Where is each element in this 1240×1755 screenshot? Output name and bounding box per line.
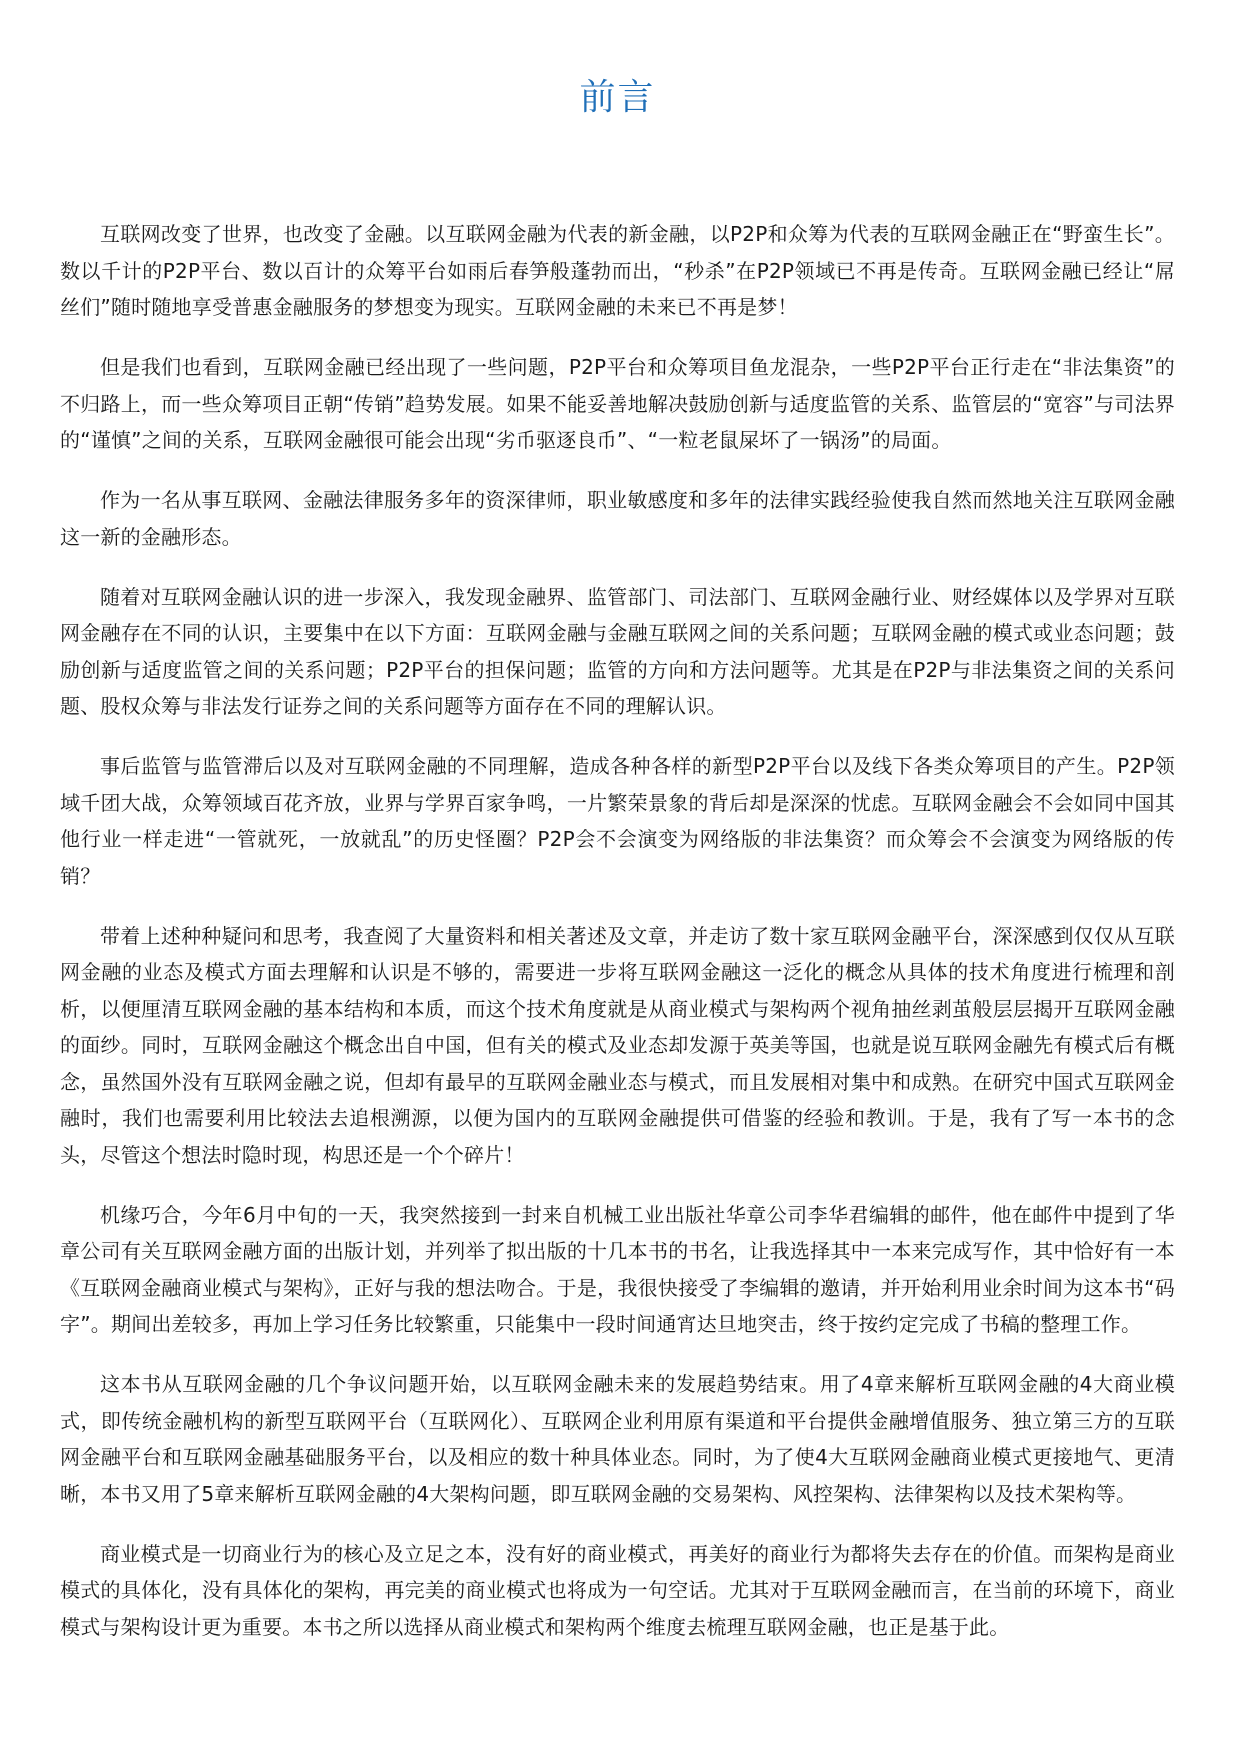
page-title: 前言 xyxy=(579,77,656,118)
paragraph: 互联网改变了世界，也改变了金融。以互联网金融为代表的新金融，以P2P和众筹为代表的互联网金融正在“野蛮生长”。数以千计的P2P平台、数以百计的众筹平台如雨后春笋般蓬勃而出，“秒杀”在P2P领域已不再是传奇。互联网金融已经让“屌丝们”随时随地享受普惠金融服务的梦想变为现实。互联网金融的未来已不再是梦！ xyxy=(60,222,1175,319)
preface-body xyxy=(60,216,1175,1645)
paragraph: 商业模式是一切商业行为的核心及立足之本，没有好的商业模式，再美好的商业行为都将失去存在的价值。而架构是商业模式的具体化，没有具体化的架构，再完美的商业模式也将成为一句空话。尤其对于互联网金融而言，在当前的环境下，商业模式与架构设计更为重要。本书之所以选择从商业模式和架构两个维度去梳理互联网金融，也正是基于此。 xyxy=(60,1541,1175,1639)
paragraph: 但是我们也看到，互联网金融已经出现了一些问题，P2P平台和众筹项目鱼龙混杂，一些P2P平台正行走在“非法集资”的不归路上，而一些众筹项目正朝“传销”趋势发展。如果不能妥善地解决鼓励创新与适度监管的关系、监管层的“宽容”与司法界的“谨慎”之间的关系，互联网金融很可能会出现“劣币驱逐良币”、“一粒老鼠屎坏了一锅汤”的局面。 xyxy=(60,355,1175,452)
paragraph: 带着上述种种疑问和思考，我查阅了大量资料和相关著述及文章，并走访了数十家互联网金融平台，深深感到仅仅从互联网金融的业态及模式方面去理解和认识是不够的，需要进一步将互联网金融这一泛化的概念从具体的技术角度进行梳理和剖析，以便厘清互联网金融的基本结构和本质，而这个技术角度就是从商业模式与架构两个视角抽丝剥茧般层层揭开互联网金融的面纱。同时，互联网金融这个概念出自中国，但有关的模式及业态却发源于英美等国，也就是说互联网金融先有模式后有概念，虽然国外没有互联网金融之说，但却有最早的互联网金融业态与模式，而且发展相对集中和成熟。在研究中国式互联网金融时，我们也需要利用比较法去追根溯源，以便为国内的互联网金融提供可借鉴的经验和教训。于是，我有了写一本书的念头，尽管这个想法时隐时现，构思还是一个个碎片！ xyxy=(60,923,1175,1167)
paragraph: 作为一名从事互联网、金融法律服务多年的资深律师，职业敏感度和多年的法律实践经验使我自然而然地关注互联网金融这一新的金融形态。 xyxy=(60,488,1175,549)
paragraph: 机缘巧合，今年6月中旬的一天，我突然接到一封来自机械工业出版社华章公司李华君编辑的邮件，他在邮件中提到了华章公司有关互联网金融方面的出版计划，并列举了拟出版的十几本书的书名，让我选择其中一本来完成写作，其中恰好有一本《互联网金融商业模式与架构》，正好与我的想法吻合。于是，我很快接受了李编辑的邀请，并开始利用业余时间为这本书“码字”。期间出差较多，再加上学习任务比较繁重，只能集中一段时间通宵达旦地突击，终于按约定完成了书稿的整理工作。 xyxy=(60,1202,1175,1336)
paragraph: 事后监管与监管滞后以及对互联网金融的不同理解，造成各种各样的新型P2P平台以及线下各类众筹项目的产生。P2P领域千团大战，众筹领域百花齐放，业界与学界百家争鸣，一片繁荣景象的背后却是深深的忧虑。互联网金融会不会如同中国其他行业一样走进“一管就死，一放就乱”的历史怪圈？P2P会不会演变为网络版的非法集资？而众筹会不会演变为网络版的传销？ xyxy=(60,754,1175,888)
paragraph: 这本书从互联网金融的几个争议问题开始，以互联网金融未来的发展趋势结束。用了4章来解析互联网金融的4大商业模式，即传统金融机构的新型互联网平台（互联网化）、互联网企业利用原有渠道和平台提供金融增值服务、独立第三方的互联网金融平台和互联网金融基础服务平台，以及相应的数十种具体业态。同时，为了使4大互联网金融商业模式更接地气、更清晰，本书又用了5章来解析互联网金融的4大架构问题，即互联网金融的交易架构、风控架构、法律架构以及技术架构等。 xyxy=(60,1372,1175,1506)
paragraph: 随着对互联网金融认识的进一步深入，我发现金融界、监管部门、司法部门、互联网金融行业、财经媒体以及学界对互联网金融存在不同的认识，主要集中在以下方面：互联网金融与金融互联网之间的关系问题；互联网金融的模式或业态问题；鼓励创新与适度监管之间的关系问题；P2P平台的担保问题；监管的方向和方法问题等。尤其是在P2P与非法集资之间的关系问题、股权众筹与非法发行证券之间的关系问题等方面存在不同的理解认识。 xyxy=(60,584,1175,718)
